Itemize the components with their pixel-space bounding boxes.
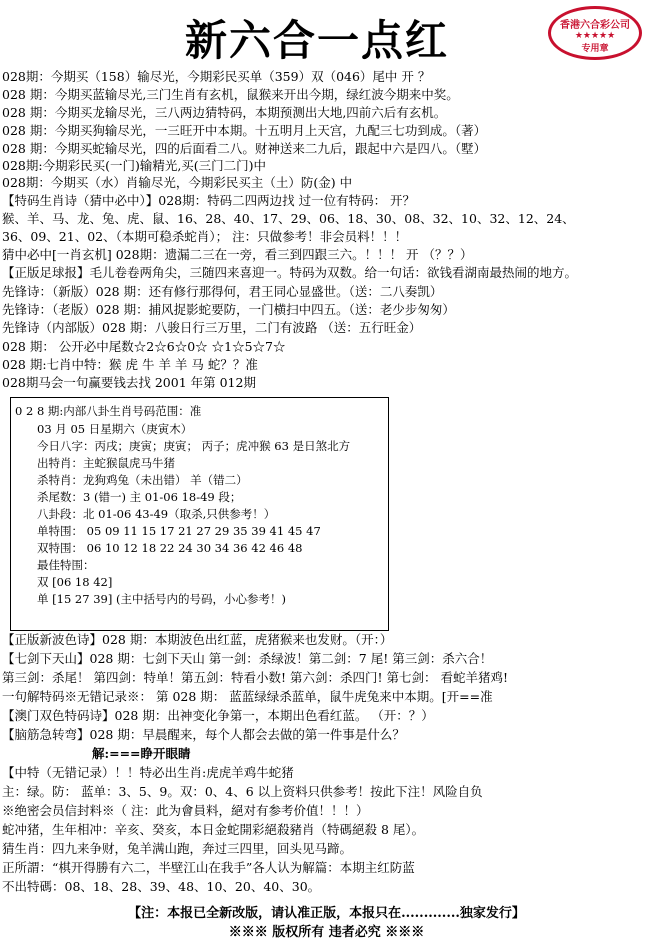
text-line: 先锋诗：（新版）028 期：还有修行那得何，君王同心显盛世。（送：二八奏凯） — [2, 284, 443, 299]
text-line: ※绝密会员信封料※（ 注：此为會員料，絕对有参考价值！！！） — [2, 803, 369, 818]
box-line: 出特肖：主蛇猴鼠虎马牛猪 — [37, 456, 175, 470]
text-line: 【中特（无错记录）！！特必出生肖:虎虎羊鸡牛蛇猪 — [2, 765, 294, 780]
box-line: 0 2 8 期:内部八卦生肖号码范围：准 — [15, 404, 202, 418]
text-line: 028 期:七肖中特：猴 虎 牛 羊 羊 马 蛇？？准 — [2, 357, 258, 372]
text-line: 不出特碼：08、18、28、39、48、10、20、40、30。 — [2, 879, 321, 894]
text-line: 【正版新波色诗】028 期：本期波色出红蓝，虎猪猴来也发财。（开：） — [2, 632, 393, 647]
text-line: 028期：今期买（水）肖输尽光，今期彩民买主（土）防(金) 中 — [2, 175, 353, 190]
text-line: 028 期：今期买龙输尽光，三八两边猜特码，本期预测出大地,四前六后有玄机。 — [2, 105, 447, 120]
stamp-top-text: 香港六合彩公司 — [560, 20, 630, 31]
text-line: 先锋诗：（老版）028 期：捕风捉影蛇要防，一门横扫中四五。（送：老少步匆匆） — [2, 302, 455, 317]
box-line: 双特围： 06 10 12 18 22 24 30 34 36 42 46 48 — [37, 541, 303, 555]
box-line: 单 [15 27 39] (主中括号内的号码，小心参考！) — [37, 592, 286, 606]
text-line: 猜中必中[一肖玄机] 028期：遗漏二三在一旁，看三到四跟三六。！！！ 开 （？？） — [2, 247, 473, 262]
text-line: 第三剑：杀尾！ 第四剑：特单！第五剑：特看小数! 第六剑：杀四门! 第七剑： 看蛇羊猪鸡! — [2, 670, 508, 685]
text-line: 猜生肖：四九来争财，兔羊满山跑，奔过三四里，回头见马蹄。 — [2, 841, 353, 856]
box-line: 最佳特围： — [37, 558, 95, 572]
riddle-answer: 解:===睁开眼睛 — [92, 746, 191, 761]
box-line: 单特围： 05 09 11 15 17 21 27 29 35 39 41 45 47 — [37, 524, 321, 538]
text-line: 一句解特码※无错记录※： 第 028 期： 蓝蓝绿绿杀蓝单，鼠牛虎兔来中本期。[开==准 — [2, 689, 493, 704]
box-line: 杀特肖：龙狗鸡兔（未出错） 羊（错二） — [37, 473, 248, 487]
text-line: 028 期：今期买蓝输尽光,三门生肖有玄机，鼠猴来开出今期，绿红波今期来中奖。 — [2, 87, 459, 102]
box-line: 八卦段：北 01-06 43-49（取杀,只供参考！） — [37, 507, 276, 521]
company-stamp — [548, 6, 642, 60]
text-line: 正所謂：“棋开得勝有六二，半壁江山在我手”各人认为解篇：本期主红防蓝 — [2, 860, 415, 875]
text-line: 028期马会一句赢要钱去找 2001 年第 012期 — [2, 375, 256, 390]
text-line: 先锋诗（内部版）028 期：八骏日行三万里，二门有波路 （送：五行旺金） — [2, 320, 422, 335]
stamp-stars: ★★★★★ — [574, 31, 616, 41]
text-line: 主：绿。防： 蓝单：3、5、9。双：0、4、6 以上资料只供参考！按此下注！风险自负 — [2, 784, 483, 799]
footer-copyright: ※※※ 版权所有 违者必究 ※※※ — [228, 925, 425, 940]
text-line: 猴、羊、马、龙、兔、虎、鼠、16、28、40、17、29、06、18、30、08、32、10、32、12、24、 — [2, 211, 575, 226]
text-line: 028 期：今期买狗输尽光，一三旺开中本期。十五明月上天宫，九配三七功到成。（著） — [2, 123, 487, 138]
text-line: 028期：今期买（158）输尽光，今期彩民买单（359）双（046）尾中 开 ？ — [2, 69, 431, 84]
text-line: 【特码生肖诗（猜中必中）】028期：特码二四两边找 过一位有特码： 开？ — [2, 193, 416, 208]
text-line: 028期:今期彩民买(一门)输精光,买(三门二门)中 — [2, 158, 267, 173]
text-line: 36、09、21、02、（本期可稳杀蛇肖）； 注：只做参考！非会员料！！！ — [2, 229, 408, 244]
text-line: 【正版足球报】毛儿卷卷两角尖，三随四来喜迎一。特码为双数。给一句话：欲钱看湖南最热闹的地方。 — [2, 265, 578, 280]
text-line: 【脑筋急转弯】028 期：早晨醒来，每个人都会去做的第一件事是什么？ — [2, 727, 405, 742]
page-title: 新六合一点红 — [185, 16, 450, 65]
text-line: 【七剑下天山】028 期：七剑下天山 第一剑：杀绿波！第二剑：7 尾! 第三剑：杀六合！ — [2, 651, 493, 666]
box-line: 今日八字：丙戌；庚寅；庚寅； 丙子；虎冲猴 63 是日煞北方 — [37, 439, 351, 453]
text-line: 028 期： 公开必中尾数☆2☆6☆0☆ ☆1☆5☆7☆ — [2, 339, 286, 354]
text-line: 028 期：今期买蛇输尽光，四的后面看二八。财神送来二九后，跟起中六是四八。（墅） — [2, 141, 487, 156]
text-line: 蛇冲猪，生年相冲：辛亥、癸亥，本日金蛇開彩絕殺豬肖（特碼絕殺 8 尾）。 — [2, 822, 425, 837]
box-line: 杀尾数：3 (错一) 主 01-06 18-49 段； — [37, 490, 242, 504]
bagua-box — [10, 397, 389, 631]
box-line: 03 月 05 日星期六（庚寅木） — [37, 422, 193, 436]
text-line: 【澳门双色特码诗】028 期：出神变化争第一，本期出色看红蓝。 （开：？） — [2, 708, 434, 723]
footer-notice: 【注：本报已全新改版，请认准正版，本报只在.............独家发行】 — [128, 906, 525, 921]
stamp-bottom-text: 专用章 — [581, 44, 609, 54]
box-line: 双 [06 18 42] — [37, 575, 113, 589]
